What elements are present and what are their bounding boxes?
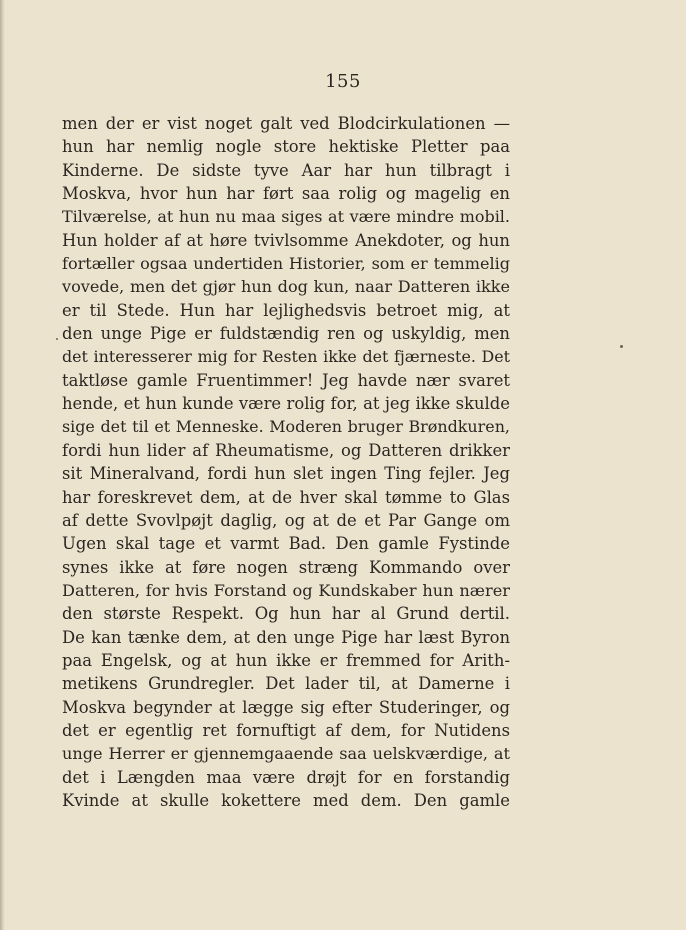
text-line: Kinderne. De sidste tyve Aar har hun tilbragt i [62, 160, 510, 180]
text-line: metikens Grundregler. Det lader til, at Damerne i [62, 674, 510, 694]
text-line: taktløse gamle Fruentimmer! Jeg havde nær svaret [62, 370, 510, 390]
page-number: 155 [325, 71, 361, 92]
text-line: Ugen skal tage et varmt Bad. Den gamle Fystinde [62, 534, 510, 554]
text-line: er til Stede. Hun har lejlighedsvis betroet mig, at [62, 300, 510, 320]
page-binding-edge [0, 0, 5, 930]
text-line: sit Mineralvand, fordi hun slet ingen Ting fejler. Jeg [62, 464, 510, 484]
text-line: fordi hun lider af Rheumatisme, og Datteren drikker [62, 440, 510, 460]
body-text [62, 112, 510, 812]
text-line: vovede, men det gjør hun dog kun, naar Datteren ikke [62, 277, 510, 297]
text-line: hun har nemlig nogle store hektiske Pletter paa [62, 137, 510, 157]
text-line: Moskva begynder at lægge sig efter Studeringer, og [62, 697, 510, 717]
text-line: Hun holder af at høre tvivlsomme Anekdoter, og hun [62, 230, 510, 250]
text-line: paa Engelsk, og at hun ikke er fremmed for Arith- [62, 650, 510, 670]
text-line: synes ikke at føre nogen stræng Kommando over [62, 557, 510, 577]
text-line: fortæller ogsaa undertiden Historier, som er temmelig [62, 254, 510, 274]
text-line: det i Længden maa være drøjt for en forstandig [62, 767, 510, 787]
paper-speck [56, 338, 58, 340]
text-line: af dette Svovlpøjt daglig, og at de et Par Gange om [62, 510, 510, 530]
text-line: Kvinde at skulle kokettere med dem. Den gamle [62, 790, 510, 810]
text-line: det er egentlig ret fornuftigt af dem, for Nutidens [62, 720, 510, 740]
text-line: hende, et hun kunde være rolig for, at jeg ikke skulde [62, 394, 510, 414]
text-line: sige det til et Menneske. Moderen bruger Brøndkuren, [62, 417, 510, 437]
text-line: Tilværelse, at hun nu maa siges at være mindre mobil. [62, 207, 510, 227]
text-line: den største Respekt. Og hun har al Grund dertil. [62, 604, 510, 624]
paper-speck [620, 345, 623, 348]
text-line: den unge Pige er fuldstændig ren og uskyldig, men [62, 324, 510, 344]
text-line: unge Herrer er gjennemgaaende saa uelskværdige, at [62, 744, 510, 764]
text-line: men der er vist noget galt ved Blodcirkulationen — [62, 114, 510, 133]
text-line: Moskva, hvor hun har ført saa rolig og magelig en [62, 184, 510, 204]
text-line: Datteren, for hvis Forstand og Kundskaber hun nærer [62, 580, 510, 600]
text-line: har foreskrevet dem, at de hver skal tømme to Glas [62, 487, 510, 507]
text-line: De kan tænke dem, at den unge Pige har læst Byron [62, 627, 510, 647]
text-line: det interesserer mig for Resten ikke det fjærneste. Det [62, 347, 510, 367]
